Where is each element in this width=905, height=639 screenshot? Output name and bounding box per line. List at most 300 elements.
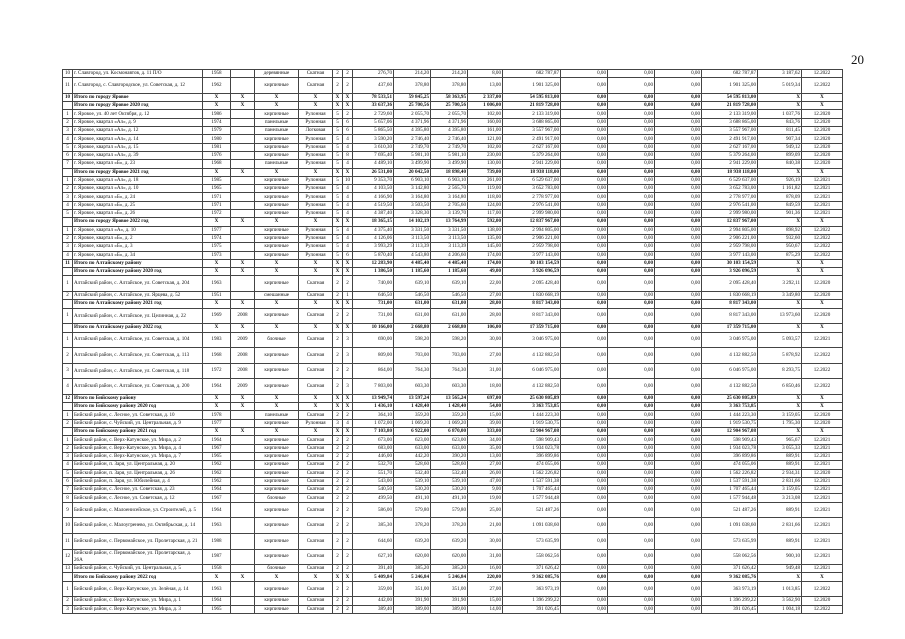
total-area-cell: 385,30 — [353, 518, 394, 534]
address-cell: Бийский район, п. Заря, ул. Юбилейная, д. 4 — [73, 477, 203, 485]
completion-date-cell: 12.2021 — [802, 436, 843, 444]
residents-cell: 35,00 — [468, 444, 503, 452]
total-area-cell: 740,00 — [353, 276, 394, 292]
wall-material-cell: кирпичные — [255, 210, 299, 218]
floors-cell: 5 — [333, 251, 343, 259]
repair-cost-cell: 391 026,45 — [503, 605, 561, 613]
fund-local-cell: 0,00 — [655, 494, 702, 502]
address-cell: Бийский район, с. Первомайское, ул. Пролетарская, д. 21 — [73, 533, 203, 549]
repair-cost-cell: 9 362 085,76 — [503, 573, 561, 581]
residents-cell: 54,00 — [468, 403, 503, 411]
total-area-cell: 446,00 — [353, 452, 394, 460]
fund-local-cell: 0,00 — [655, 226, 702, 234]
address-cell: Бийский район, с. Верх-Катунское, ул. Мира, д. 7 — [73, 452, 203, 460]
year-cell: 1975 — [203, 243, 231, 251]
total-area-cell: 18 365,15 — [353, 218, 394, 226]
living-area-cell: 3 328,30 — [394, 210, 431, 218]
address-cell: г. Яровое, квартал «Б», д. 25 — [73, 201, 203, 209]
repair-year-cell — [231, 127, 255, 135]
table-row — [63, 193, 843, 201]
floors-cell: 2 — [333, 436, 343, 444]
fund-regional-cell: 0,00 — [608, 419, 655, 427]
repair-cost-cell: 371 626,42 — [503, 565, 561, 573]
repair-cost-cell: 2 906 221,00 — [503, 234, 561, 242]
entrances-cell: 2 — [343, 436, 353, 444]
wall-material-cell: кирпичные — [255, 486, 299, 494]
living-area-residents-cell: 390,20 — [431, 452, 468, 460]
address-cell: Итого по Алтайскому району 2020 год — [73, 268, 203, 276]
floors-cell: X — [333, 218, 343, 226]
total-area-cell: 7 103,80 — [353, 428, 394, 436]
repair-year-cell: X — [231, 324, 255, 332]
fund-regional-cell: 0,00 — [608, 486, 655, 494]
floors-cell: 2 — [333, 518, 343, 534]
living-area-residents-cell: 491,10 — [431, 494, 468, 502]
fund-regional-cell: 0,00 — [608, 581, 655, 597]
living-area-cell: 3 331,50 — [394, 226, 431, 234]
year-cell: X — [203, 259, 231, 267]
fund-federal-cell: 0,00 — [561, 518, 608, 534]
completion-date-cell: 12.2021 — [802, 549, 843, 565]
table-row — [63, 581, 843, 597]
living-area-residents-cell: 3 164,80 — [431, 193, 468, 201]
table-row — [63, 276, 843, 292]
residents-cell: 25,00 — [468, 502, 503, 518]
living-area-residents-cell: 5 981,10 — [431, 151, 468, 159]
residents-cell: 14,00 — [468, 605, 503, 613]
owners-funds-cell: 1 091 038,60 — [702, 518, 758, 534]
year-cell: 1981 — [203, 143, 231, 151]
total-area-cell: 646,50 — [353, 292, 394, 300]
row-number — [63, 268, 73, 276]
wall-material-cell: X — [255, 394, 299, 402]
address-cell: Бийский район, с. Малоенисейское, ул. Строителей, д. 5 — [73, 502, 203, 518]
living-area-residents-cell: 3 139,70 — [431, 210, 468, 218]
completion-date-cell: 12.2021 — [802, 502, 843, 518]
owners-funds-cell: 598 909,43 — [702, 436, 758, 444]
fund-local-cell: 0,00 — [655, 403, 702, 411]
living-area-residents-cell: 391,90 — [431, 597, 468, 605]
fund-local-cell: 0,00 — [655, 469, 702, 477]
total-area-cell: 2 729,60 — [353, 110, 394, 118]
roof-type-cell: X — [299, 93, 333, 101]
address-cell: Итого по Бийскому району 2020 год — [73, 403, 203, 411]
living-area-cell: 3 503,50 — [394, 201, 431, 209]
living-area-cell: 603,30 — [394, 379, 431, 395]
repair-year-cell — [231, 494, 255, 502]
table-row — [63, 332, 843, 348]
owners-funds-cell: 3 926 096,59 — [702, 268, 758, 276]
fund-local-cell: 0,00 — [655, 102, 702, 110]
owners-funds-cell: 2 095 428,40 — [702, 276, 758, 292]
repair-cost-cell: 54 595 813,00 — [503, 93, 561, 101]
living-area-residents-cell: 2 705,60 — [431, 201, 468, 209]
subtotal-row — [63, 403, 843, 411]
residents-cell: 26,00 — [468, 469, 503, 477]
row-number: 13 — [63, 565, 73, 573]
fund-regional-cell: 0,00 — [608, 160, 655, 168]
fund-federal-cell: 0,00 — [561, 151, 608, 159]
wall-material-cell: кирпичные — [255, 469, 299, 477]
fund-regional-cell: 0,00 — [608, 332, 655, 348]
completion-date-cell: 12.2020 — [802, 118, 843, 126]
row-number: 2 — [63, 118, 73, 126]
wall-material-cell: кирпичные — [255, 276, 299, 292]
year-cell: 1974 — [203, 234, 231, 242]
fund-federal-cell: 0,00 — [561, 93, 608, 101]
table-row — [63, 469, 843, 477]
floors-cell: X — [333, 168, 343, 176]
residents-cell: 13,00 — [468, 78, 503, 94]
address-cell: г. Яровое, квартал «Ал», д. 15 — [73, 143, 203, 151]
entrances-cell: 2 — [343, 452, 353, 460]
living-area-cell: 25 700,56 — [394, 102, 431, 110]
table-row — [63, 436, 843, 444]
living-area-residents-cell: 3 113,50 — [431, 234, 468, 242]
unit-cost-cell: 843,76 — [758, 118, 802, 126]
entrances-cell: X — [343, 102, 353, 110]
fund-federal-cell: 0,00 — [561, 127, 608, 135]
row-number: 2 — [63, 597, 73, 605]
wall-material-cell: кирпичные — [255, 533, 299, 549]
row-number: 2 — [63, 185, 73, 193]
wall-material-cell: X — [255, 93, 299, 101]
entrances-cell: 2 — [343, 477, 353, 485]
roof-type-cell: Рулонная — [299, 419, 333, 427]
address-cell: Алтайский район, с. Алтайское, ул. Советская, д. 104 — [73, 332, 203, 348]
year-cell: 1971 — [203, 193, 231, 201]
residents-cell: 28,00 — [468, 300, 503, 308]
fund-federal-cell: 0,00 — [561, 218, 608, 226]
entrances-cell: 2 — [343, 411, 353, 419]
table-row — [63, 502, 843, 518]
living-area-residents-cell: 620,00 — [431, 549, 468, 565]
wall-material-cell: панельные — [255, 160, 299, 168]
wall-material-cell: кирпичные — [255, 251, 299, 259]
fund-local-cell: 0,00 — [655, 234, 702, 242]
entrances-cell: X — [343, 259, 353, 267]
subtotal-row — [63, 573, 843, 581]
entrances-cell: 3 — [343, 379, 353, 395]
repair-year-cell — [231, 70, 255, 78]
table-row — [63, 549, 843, 565]
fund-federal-cell: 0,00 — [561, 135, 608, 143]
repair-year-cell: 2009 — [231, 332, 255, 348]
row-number: 1 — [63, 276, 73, 292]
fund-federal-cell: 0,00 — [561, 268, 608, 276]
floors-cell: 2 — [333, 363, 343, 379]
entrances-cell: 10 — [343, 176, 353, 184]
owners-funds-cell: 3 977 143,00 — [702, 251, 758, 259]
living-area-cell: 598,20 — [394, 332, 431, 348]
fund-federal-cell: 0,00 — [561, 502, 608, 518]
entrances-cell: X — [343, 300, 353, 308]
floors-cell: X — [333, 428, 343, 436]
repair-cost-cell: 17 359 715,00 — [503, 324, 561, 332]
table-row — [63, 226, 843, 234]
owners-funds-cell: 2 627 167,00 — [702, 143, 758, 151]
fund-local-cell: 0,00 — [655, 461, 702, 469]
address-cell: Итого по Бийскому району 2021 год — [73, 428, 203, 436]
roof-type-cell: Рулонная — [299, 226, 333, 234]
entrances-cell: X — [343, 428, 353, 436]
row-number: 4 — [63, 251, 73, 259]
address-cell: Бийский район, с. Лесное, ул. Советская, д. 10 — [73, 411, 203, 419]
roof-type-cell: Скатная — [299, 379, 333, 395]
completion-date-cell: 12.2021 — [802, 332, 843, 348]
fund-federal-cell: 0,00 — [561, 308, 608, 324]
wall-material-cell: X — [255, 428, 299, 436]
residents-cell: 124,00 — [468, 201, 503, 209]
wall-material-cell: кирпичные — [255, 143, 299, 151]
living-area-residents-cell: 532,40 — [431, 469, 468, 477]
row-number — [63, 324, 73, 332]
living-area-residents-cell: 389,00 — [431, 605, 468, 613]
entrances-cell: 2 — [343, 533, 353, 549]
living-area-cell: 1 428,40 — [394, 403, 431, 411]
repair-year-cell: X — [231, 428, 255, 436]
wall-material-cell: панельные — [255, 118, 299, 126]
residents-cell: 34,00 — [468, 436, 503, 444]
total-area-cell: 3 610,30 — [353, 143, 394, 151]
completion-date-cell: X — [802, 573, 843, 581]
fund-federal-cell: 0,00 — [561, 363, 608, 379]
living-area-cell: 579,80 — [394, 502, 431, 518]
living-area-cell: 3 164,80 — [394, 193, 431, 201]
fund-regional-cell: 0,00 — [608, 597, 655, 605]
subtotal-row — [63, 428, 843, 436]
completion-date-cell: 12.2021 — [802, 461, 843, 469]
floors-cell: 5 — [333, 127, 343, 135]
unit-cost-cell: 889,91 — [758, 461, 802, 469]
repair-cost-cell: 3 688 865,00 — [503, 118, 561, 126]
address-cell: г. Яровое, квартал «Б», д. 2 — [73, 234, 203, 242]
wall-material-cell: кирпичные — [255, 452, 299, 460]
year-cell: 1964 — [203, 502, 231, 518]
entrances-cell: X — [343, 168, 353, 176]
total-area-cell: 437,60 — [353, 78, 394, 94]
owners-funds-cell: 18 938 118,00 — [702, 168, 758, 176]
total-area-cell: 5 409,84 — [353, 573, 394, 581]
fund-federal-cell: 0,00 — [561, 533, 608, 549]
residents-cell: 117,00 — [468, 210, 503, 218]
repair-cost-cell: 30 103 154,59 — [503, 259, 561, 267]
floors-cell: 2 — [333, 70, 343, 78]
fund-federal-cell: 0,00 — [561, 452, 608, 460]
floors-cell: 5 — [333, 234, 343, 242]
repair-cost-cell: 1 707 465,44 — [503, 486, 561, 494]
fund-federal-cell: 0,00 — [561, 168, 608, 176]
completion-date-cell: 12.2022 — [802, 78, 843, 94]
roof-type-cell: Рулонная — [299, 251, 333, 259]
entrances-cell: 2 — [343, 549, 353, 565]
living-area-cell: 491,10 — [394, 494, 431, 502]
unit-cost-cell: 907,34 — [758, 135, 802, 143]
living-area-residents-cell: 2 749,70 — [431, 143, 468, 151]
owners-funds-cell: 3 046 975,00 — [702, 332, 758, 348]
completion-date-cell: X — [802, 259, 843, 267]
wall-material-cell: кирпичные — [255, 605, 299, 613]
unit-cost-cell: 950,67 — [758, 243, 802, 251]
fund-regional-cell: 0,00 — [608, 135, 655, 143]
residents-cell: 22,00 — [468, 276, 503, 292]
entrances-cell: 3 — [343, 332, 353, 348]
year-cell: 1958 — [203, 70, 231, 78]
unit-cost-cell: 889,91 — [758, 452, 802, 460]
unit-cost-cell: X — [758, 93, 802, 101]
fund-regional-cell: 0,00 — [608, 251, 655, 259]
floors-cell: 5 — [333, 160, 343, 168]
living-area-residents-cell: 703,00 — [431, 348, 468, 364]
living-area-cell: 2 668,80 — [394, 324, 431, 332]
roof-type-cell: Скатная — [299, 533, 333, 549]
repair-cost-cell: 598 909,43 — [503, 436, 561, 444]
living-area-cell: 1 185,60 — [394, 268, 431, 276]
repair-year-cell: X — [231, 102, 255, 110]
floors-cell: 2 — [333, 332, 343, 348]
residents-cell: 102,00 — [468, 110, 503, 118]
row-number: 1 — [63, 332, 73, 348]
table-row — [63, 176, 843, 184]
unit-cost-cell: 899,09 — [758, 151, 802, 159]
table-row — [63, 363, 843, 379]
repair-year-cell — [231, 135, 255, 143]
repair-year-cell — [231, 461, 255, 469]
year-cell: X — [203, 573, 231, 581]
entrances-cell: X — [343, 324, 353, 332]
fund-regional-cell: 0,00 — [608, 70, 655, 78]
owners-funds-cell: 12 837 967,00 — [702, 218, 758, 226]
completion-date-cell: 12.2021 — [802, 185, 843, 193]
table-row — [63, 201, 843, 209]
living-area-residents-cell: 25 700,56 — [431, 102, 468, 110]
repair-cost-cell: 396 899,86 — [503, 452, 561, 460]
living-area-residents-cell: 3 499,90 — [431, 160, 468, 168]
fund-federal-cell: 0,00 — [561, 176, 608, 184]
total-area-cell: 391,40 — [353, 565, 394, 573]
floors-cell: 2 — [333, 549, 343, 565]
total-area-cell: 1 072,00 — [353, 419, 394, 427]
living-area-residents-cell: 764,30 — [431, 363, 468, 379]
completion-date-cell: 12.2022 — [802, 581, 843, 597]
address-cell: г. Славгород, с. Славгородское, ул. Советская, д. 12 — [73, 78, 203, 94]
unit-cost-cell: 926,19 — [758, 176, 802, 184]
floors-cell: 5 — [333, 226, 343, 234]
completion-date-cell: 12.2021 — [802, 533, 843, 549]
address-cell: Бийский район, п. Заря, ул. Центральная, д. 20 — [73, 461, 203, 469]
wall-material-cell: кирпичные — [255, 444, 299, 452]
living-area-residents-cell: 58 363,95 — [431, 93, 468, 101]
living-area-residents-cell: 1 185,60 — [431, 268, 468, 276]
address-cell: Итого по Алтайскому району 2021 год — [73, 300, 203, 308]
unit-cost-cell: 2 831,66 — [758, 477, 802, 485]
address-cell: Бийский район, с. Верх-Катунское, ул. Мира, д. 1 — [73, 597, 203, 605]
owners-funds-cell: 573 635,99 — [702, 533, 758, 549]
total-area-cell: 1 386,50 — [353, 268, 394, 276]
entrances-cell: X — [343, 403, 353, 411]
residents-cell: 697,00 — [468, 394, 503, 402]
completion-date-cell: 12.2020 — [802, 411, 843, 419]
wall-material-cell: кирпичные — [255, 436, 299, 444]
table-row — [63, 518, 843, 534]
year-cell: 1972 — [203, 363, 231, 379]
address-cell: г. Яровое, квартал «А», д. 10 — [73, 226, 203, 234]
roof-type-cell: Скатная — [299, 276, 333, 292]
fund-local-cell: 0,00 — [655, 118, 702, 126]
total-area-cell: 4 519,50 — [353, 201, 394, 209]
owners-funds-cell: 2 976 541,00 — [702, 201, 758, 209]
owners-funds-cell: 6 529 637,00 — [702, 176, 758, 184]
fund-regional-cell: 0,00 — [608, 573, 655, 581]
entrances-cell: 2 — [343, 70, 353, 78]
fund-local-cell: 0,00 — [655, 243, 702, 251]
repair-cost-cell: 1 830 668,19 — [503, 292, 561, 300]
fund-federal-cell: 0,00 — [561, 605, 608, 613]
owners-funds-cell: 558 062,56 — [702, 549, 758, 565]
table-row — [63, 565, 843, 573]
entrances-cell: 2 — [343, 308, 353, 324]
living-area-cell: 764,30 — [394, 363, 431, 379]
floors-cell: 5 — [333, 210, 343, 218]
repair-year-cell — [231, 193, 255, 201]
address-cell: Итого по городу Яровое — [73, 93, 203, 101]
completion-date-cell: 12.2020 — [802, 292, 843, 300]
total-area-cell: 586,00 — [353, 502, 394, 518]
row-number: 8 — [63, 494, 73, 502]
unit-cost-cell: X — [758, 259, 802, 267]
entrances-cell: 2 — [343, 110, 353, 118]
repair-cost-cell: 521 487,26 — [503, 502, 561, 518]
entrances-cell: 4 — [343, 135, 353, 143]
repair-year-cell — [231, 176, 255, 184]
roof-type-cell: Рулонная — [299, 185, 333, 193]
floors-cell: X — [333, 259, 343, 267]
completion-date-cell: 12.2020 — [802, 419, 843, 427]
total-area-cell: 644,60 — [353, 533, 394, 549]
total-area-cell: 5 870,40 — [353, 251, 394, 259]
total-area-cell: 359,00 — [353, 581, 394, 597]
total-area-cell: 4 387,40 — [353, 210, 394, 218]
table-row — [63, 70, 843, 78]
year-cell: 1988 — [203, 533, 231, 549]
owners-funds-cell: 21 819 728,00 — [702, 102, 758, 110]
total-area-cell: 5 865,50 — [353, 127, 394, 135]
address-cell: Итого по городу Яровое 2020 год — [73, 102, 203, 110]
year-cell: 1964 — [203, 597, 231, 605]
address-cell: г. Яровое, квартал «Ал», д. 12 — [73, 127, 203, 135]
total-area-cell: 551,70 — [353, 469, 394, 477]
fund-federal-cell: 0,00 — [561, 573, 608, 581]
fund-federal-cell: 0,00 — [561, 581, 608, 597]
total-area-cell: 627,10 — [353, 549, 394, 565]
repair-year-cell — [231, 411, 255, 419]
living-area-residents-cell: 3 113,39 — [431, 243, 468, 251]
residents-cell: 8,00 — [468, 70, 503, 78]
address-cell: Итого по Бийскому району 2022 год — [73, 573, 203, 581]
living-area-residents-cell: 378,20 — [431, 518, 468, 534]
roof-type-cell: Рулонная — [299, 118, 333, 126]
living-area-residents-cell: 4 485,40 — [431, 259, 468, 267]
subtotal-row — [63, 300, 843, 308]
entrances-cell: X — [343, 394, 353, 402]
residents-cell: 27,00 — [468, 292, 503, 300]
owners-funds-cell: 2 778 977,00 — [702, 193, 758, 201]
completion-date-cell: 12.2020 — [802, 135, 843, 143]
living-area-residents-cell: 1 428,40 — [431, 403, 468, 411]
living-area-residents-cell: 359,20 — [431, 411, 468, 419]
wall-material-cell: X — [255, 324, 299, 332]
entrances-cell: X — [343, 268, 353, 276]
